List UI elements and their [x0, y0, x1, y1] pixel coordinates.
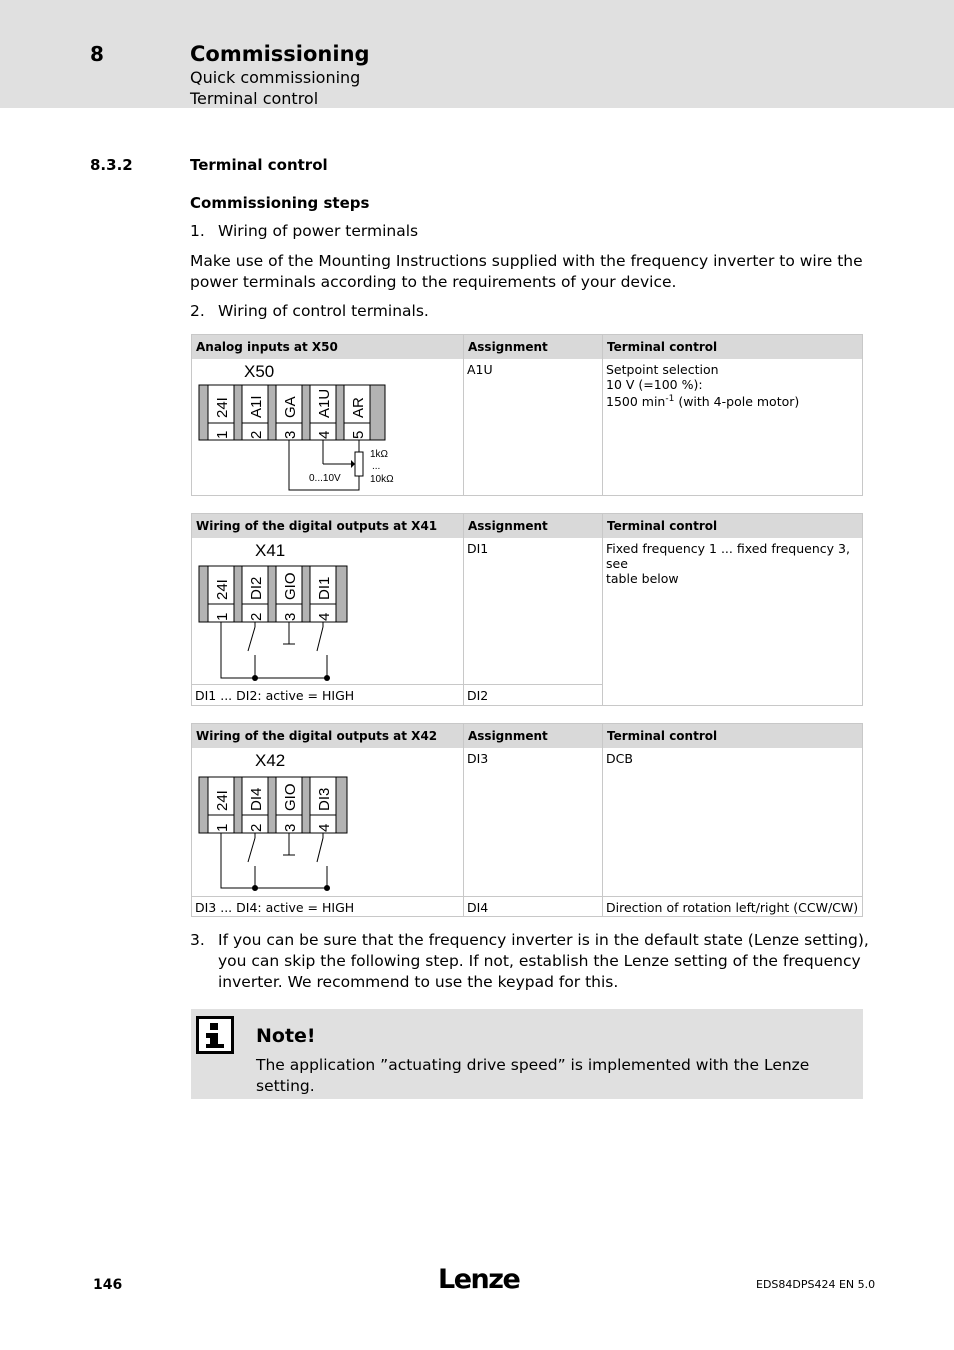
column-header: Assignment [464, 724, 603, 748]
column-header: Assignment [464, 514, 603, 538]
terminal-name: GIO [282, 783, 299, 811]
terminal-name: DI3 [316, 787, 333, 811]
step-3-line: you can skip the following step. If not, establish the Lenze setting of the frequency [218, 952, 861, 970]
info-icon [196, 1016, 234, 1054]
control-value [603, 538, 861, 586]
note-text-line: The application ”actuating drive speed” is implemented with the Lenze [256, 1056, 810, 1074]
terminal-name: GA [282, 396, 299, 418]
terminal-number: 2 [248, 430, 265, 439]
header-band [0, 0, 954, 108]
assignment-value: DI1 [467, 541, 489, 556]
terminal-number: 5 [350, 430, 367, 439]
control-value: Direction of rotation left/right (CCW/CW) [606, 900, 859, 915]
terminal-name: A1U [316, 388, 333, 418]
assignment-value: DI3 [467, 751, 489, 766]
step-2-number: 2. [190, 302, 205, 320]
terminal-number: 4 [316, 823, 333, 832]
x41-terminal-diagram [192, 538, 462, 684]
assignment-value: DI4 [467, 900, 489, 915]
step-3-line: inverter. We recommend to use the keypad for this. [218, 973, 619, 991]
note-text-line: setting. [256, 1077, 315, 1095]
document-id: EDS84DPS424 EN 5.0 [756, 1278, 876, 1291]
column-header: Wiring of the digital outputs at X41 [192, 514, 464, 538]
terminal-name: DI2 [248, 576, 265, 600]
junction-dot [324, 675, 330, 681]
control-text: (with 4-pole motor) [674, 394, 800, 410]
terminal-number: 3 [282, 612, 299, 621]
terminal-number: 4 [316, 430, 333, 439]
terminal-number: 2 [248, 612, 265, 621]
paragraph-line: Make use of the Mounting Instructions supplied with the frequency inverter to wire the [190, 252, 863, 270]
step-1-number: 1. [190, 222, 205, 240]
assignment-value: DI2 [467, 688, 489, 703]
x42-terminal-diagram [192, 748, 462, 896]
page-number: 146 [93, 1277, 123, 1293]
switch-wiring [221, 833, 327, 888]
terminal-name: GIO [282, 572, 299, 600]
chapter-title: Commissioning [190, 42, 370, 66]
terminal-name: 24I [214, 790, 231, 811]
superscript: -1 [665, 394, 675, 404]
step-3-number: 3. [190, 931, 205, 949]
paragraph-line: power terminals according to the requirements of your device. [190, 273, 677, 291]
table-x41 [191, 513, 863, 706]
terminal-name: DI1 [316, 576, 333, 600]
section-number: 8.3.2 [90, 156, 133, 174]
control-text: 1500 min [606, 394, 666, 410]
pot-min-label: 1kΩ [370, 449, 389, 460]
terminal-block-label: X41 [255, 541, 286, 560]
column-header: Terminal control [603, 335, 862, 359]
voltage-label: 0...10V [309, 473, 341, 484]
control-line [606, 392, 858, 409]
junction-dot [324, 885, 330, 891]
terminal-name: A1I [248, 395, 265, 418]
table-x42 [191, 723, 863, 917]
chapter-number: 8 [90, 42, 104, 66]
terminal-number: 1 [214, 823, 231, 832]
step-2-text: Wiring of control terminals. [218, 302, 429, 320]
terminal-number: 3 [282, 823, 299, 832]
terminal-number: 3 [282, 430, 299, 439]
terminal-block-label: X50 [244, 362, 275, 381]
control-line: table below [606, 571, 679, 586]
note-title: Note! [256, 1025, 316, 1047]
column-header: Terminal control [603, 514, 862, 538]
x50-terminal-diagram [192, 359, 462, 495]
control-line: Fixed frequency 1 ... fixed frequency 3, see [606, 541, 850, 571]
terminal-number: 2 [248, 823, 265, 832]
terminal-number: 1 [214, 612, 231, 621]
column-header: Wiring of the digital outputs at X42 [192, 724, 464, 748]
steps-heading: Commissioning steps [190, 194, 370, 212]
terminal-name: AR [350, 397, 367, 418]
step-3-line: If you can be sure that the frequency inverter is in the default state (Lenze setting), [218, 931, 869, 949]
header-subtitle-2: Terminal control [190, 89, 319, 108]
switch-wiring [221, 622, 327, 678]
terminal-block-label: X42 [255, 751, 286, 770]
junction-dot [252, 675, 258, 681]
section-title: Terminal control [190, 156, 328, 174]
column-header: Analog inputs at X50 [192, 335, 464, 359]
assignment-value: A1U [467, 362, 493, 377]
potentiometer-arrow-icon [351, 460, 355, 468]
junction-dot [252, 885, 258, 891]
step-1-text: Wiring of power terminals [218, 222, 419, 240]
terminal-number: 1 [214, 430, 231, 439]
lenze-logo: Lenze [438, 1264, 520, 1295]
column-header: Terminal control [603, 724, 862, 748]
column-header: Assignment [464, 335, 603, 359]
pot-dots-label: ... [372, 461, 381, 472]
terminal-name: 24I [214, 579, 231, 600]
control-value [603, 359, 861, 409]
active-state-note: DI3 ... DI4: active = HIGH [195, 900, 355, 915]
control-line: Setpoint selection [606, 362, 719, 377]
active-state-note: DI1 ... DI2: active = HIGH [195, 688, 355, 703]
header-subtitle: Quick commissioning [190, 68, 361, 87]
terminal-name: DI4 [248, 787, 265, 811]
control-line: 10 V (=100 %): [606, 377, 703, 392]
terminal-number: 4 [316, 612, 333, 621]
pot-max-label: 10kΩ [370, 474, 394, 485]
control-value: DCB [606, 751, 633, 766]
table-x50 [191, 334, 863, 496]
terminal-name: 24I [214, 397, 231, 418]
